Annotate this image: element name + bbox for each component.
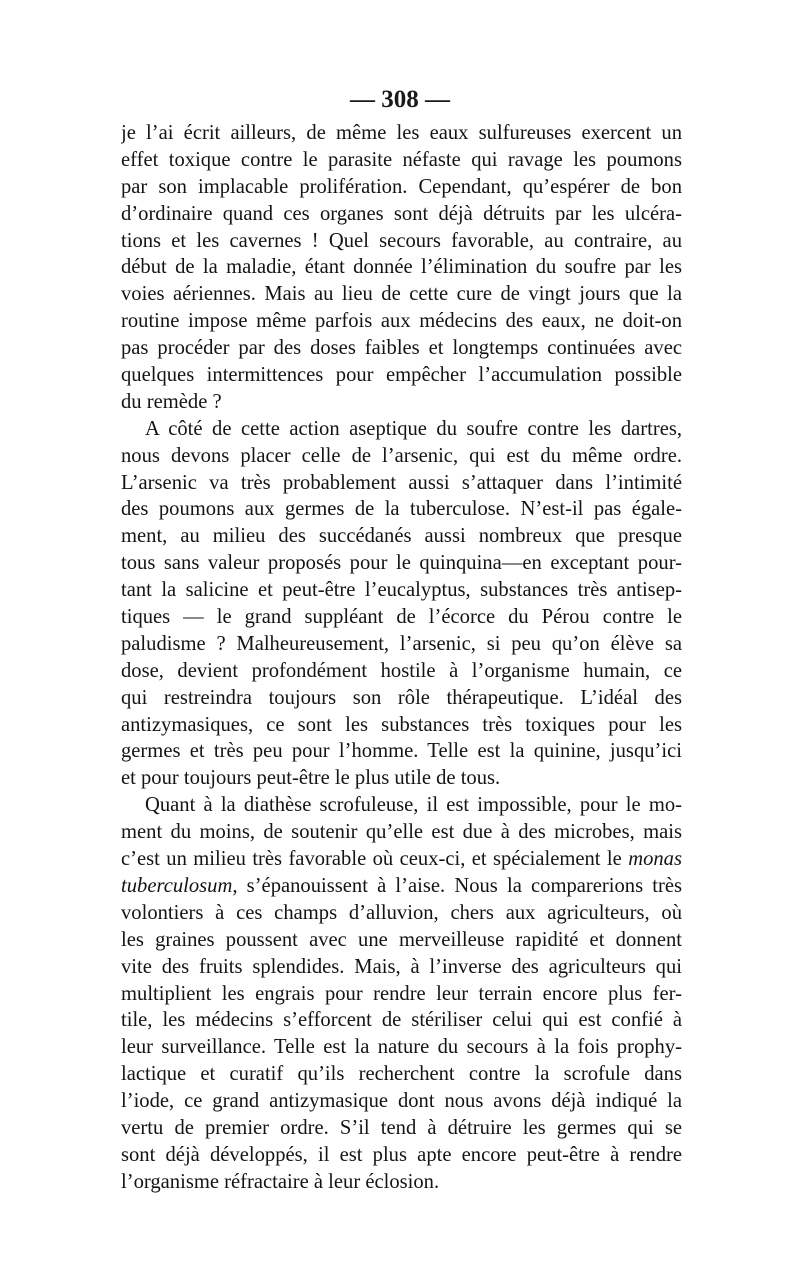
text-line: pas procéder par des doses faibles et longtemps continuées avec: [121, 337, 682, 360]
paragraph-3: [121, 792, 682, 1195]
text-line: ment, au milieu des succédanés aussi nombreux que presque: [121, 525, 682, 548]
text-line: sont déjà développés, il est plus apte encore peut-être à rendre: [121, 1143, 682, 1166]
body-text: [121, 120, 682, 1196]
text-line: [121, 846, 682, 873]
text-line: l’organisme réfractaire à leur éclosion.: [121, 1170, 440, 1193]
text-fragment: , s’épanouissent à l’aise. Nous la comparerions très: [232, 874, 682, 897]
page-number: — 308 —: [350, 86, 450, 113]
text-line: les graines poussent avec une merveilleuse rapidité et donnent: [121, 928, 682, 951]
text-line: L’arsenic va très probablement aussi s’attaquer dans l’intimité: [121, 471, 682, 494]
text-line: par son implacable prolifération. Cependant, qu’espérer de bon: [121, 175, 682, 198]
text-line: vertu de premier ordre. S’il tend à détruire les germes qui se: [121, 1116, 682, 1139]
text-line: volontiers à ces champs d’alluvion, chers aux agriculteurs, où: [121, 901, 682, 924]
text-line: multiplient les engrais pour rendre leur terrain encore plus fer-: [121, 982, 682, 1005]
text-line: antizymasiques, ce sont les substances très toxiques pour les: [121, 713, 682, 736]
text-line: effet toxique contre le parasite néfaste qui ravage les poumons: [121, 148, 682, 171]
text-line: l’iode, ce grand antizymasique dont nous avons déjà indiqué la: [121, 1090, 682, 1113]
text-line: tant la salicine et peut-être l’eucalyptus, substances très antisep-: [121, 579, 682, 602]
text-line: tile, les médecins s’efforcent de stériliser celui qui est confié à: [121, 1009, 682, 1032]
text-line: voies aériennes. Mais au lieu de cette cure de vingt jours que la: [121, 283, 682, 306]
text-line: des poumons aux germes de la tuberculose. N’est-il pas égale-: [121, 498, 682, 521]
text-line: début de la maladie, étant donnée l’élimination du soufre par les: [121, 256, 682, 279]
text-line: vite des fruits splendides. Mais, à l’inverse des agriculteurs qui: [121, 955, 682, 978]
text-line: nous devons placer celle de l’arsenic, qui est du même ordre.: [121, 444, 682, 467]
text-line: qui restreindra toujours son rôle thérapeutique. L’idéal des: [121, 686, 682, 709]
text-line: lactique et curatif qu’ils recherchent contre la scrofule dans: [121, 1063, 682, 1086]
text-line: tous sans valeur proposés pour le quinquina—en exceptant pour-: [121, 552, 682, 575]
text-line: tions et les cavernes ! Quel secours favorable, au contraire, au: [121, 229, 682, 252]
text-line: dose, devient profondément hostile à l’organisme humain, ce: [121, 659, 682, 682]
text-line: ment du moins, de soutenir qu’elle est due à des microbes, mais: [121, 821, 682, 844]
text-line: je l’ai écrit ailleurs, de même les eaux sulfureuses exercent un: [121, 122, 682, 144]
text-line: Quant à la diathèse scrofuleuse, il est impossible, pour le mo-: [145, 794, 682, 817]
text-line: quelques intermittences pour empêcher l’accumulation possible: [121, 364, 682, 387]
text-line: [121, 873, 682, 900]
text-line: d’ordinaire quand ces organes sont déjà détruits par les ulcéra-: [121, 202, 682, 225]
text-line: routine impose même parfois aux médecins des eaux, ne doit-on: [121, 310, 682, 333]
paragraph-2: [121, 416, 682, 792]
text-line: germes et très peu pour l’homme. Telle est la quinine, jusqu’ici: [121, 740, 682, 763]
text-line: A côté de cette action aseptique du soufre contre les dartres,: [145, 417, 682, 440]
text-line: du remède ?: [121, 390, 222, 413]
text-line: tiques — le grand suppléant de l’écorce du Pérou contre le: [121, 606, 682, 629]
text-line: leur surveillance. Telle est la nature du secours à la fois prophy-: [121, 1036, 682, 1059]
italic-term: monas: [628, 848, 682, 871]
paragraph-1: [121, 120, 682, 416]
text-line: paludisme ? Malheureusement, l’arsenic, si peu qu’on élève sa: [121, 632, 682, 655]
text-line: et pour toujours peut-être le plus utile de tous.: [121, 767, 501, 790]
text-fragment: c’est un milieu très favorable où ceux-ci, et spécialement le: [121, 848, 629, 871]
italic-term: tuberculosum: [121, 874, 233, 897]
